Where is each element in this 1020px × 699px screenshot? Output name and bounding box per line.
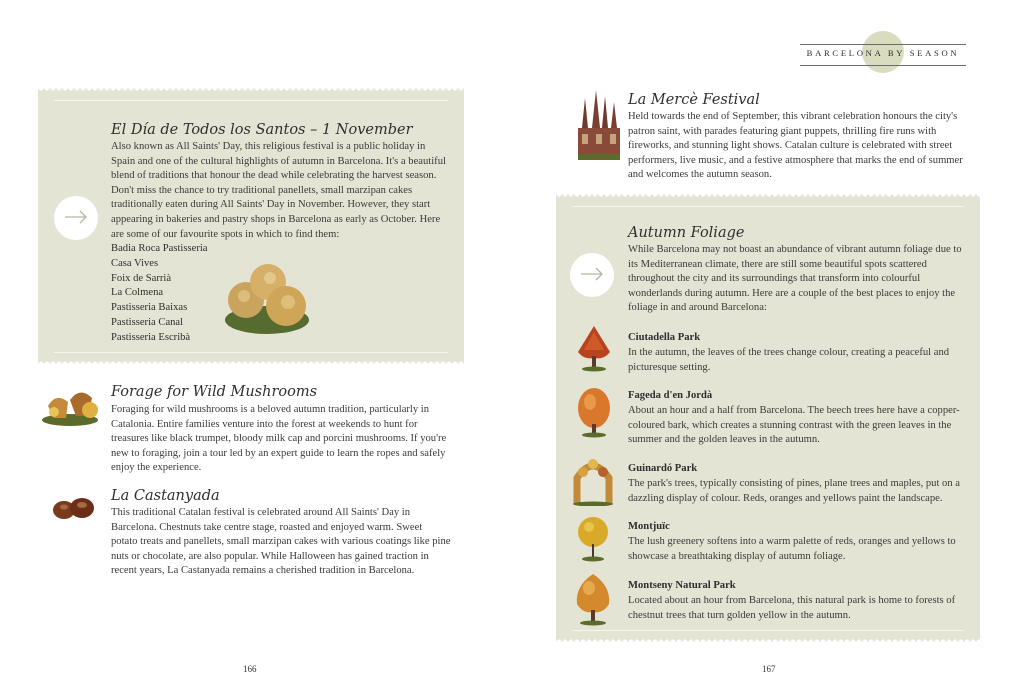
- santos-title: El Día de Todos los Santos – 1 November: [111, 122, 413, 138]
- orange-tree-icon: [574, 386, 614, 438]
- list-item: Casa Vives: [111, 257, 159, 269]
- header-rule-bottom: [800, 65, 966, 66]
- chestnuts-icon: [52, 496, 96, 522]
- place-name: Guinardó Park: [628, 463, 698, 474]
- castanyada-body: This traditional Catalan festival is celebrated around All Saints' Day in Barcelona. Chestnuts take centre stage, roasted and enjoyed warm. Sweet potato treats and panellets, small marzipan cakes with various coatings like pine nuts or chocolate, are also popular. While Halloween has gained traction in recent years, La Castanyada remains a cherished tradition in Barcelona.: [111, 507, 451, 577]
- place-name: Montjuïc: [628, 521, 670, 532]
- page-number-right: 167: [762, 664, 776, 674]
- list-item: Pastisseria Baixas: [111, 302, 188, 314]
- place-desc: The park's trees, typically consisting of pines, plane trees and maples, put on a dazzling display of colour. Reds, oranges and yellows paint the landscape.: [628, 478, 960, 504]
- arrow-right-icon[interactable]: [570, 253, 614, 297]
- merce-title: La Mercè Festival: [628, 92, 760, 108]
- merce-body: Held towards the end of September, this vibrant celebration honours the city's patron saint, with parades featuring giant puppets, thrilling fire runs with fireworks, and stunning light shows. Catalan culture is celebrated with street performers, live music, and a festive atmosphere that marks the end of summer and welcomes the autumn season.: [628, 111, 963, 181]
- mushrooms-title: Forage for Wild Mushrooms: [111, 384, 318, 400]
- cathedral-icon: [574, 88, 624, 162]
- page-number-left: 166: [243, 664, 257, 674]
- arrow-right-icon[interactable]: [54, 196, 98, 240]
- castanyada-title: La Castanyada: [111, 488, 220, 504]
- golden-tree-icon: [573, 572, 613, 626]
- running-head-label: BARCELONA BY SEASON: [806, 48, 960, 58]
- mushrooms-body: Foraging for wild mushrooms is a beloved autumn tradition, particularly in Catalonia. Entire families venture into the forest at weekends to hunt for treasures like black trumpet, bloody milk cap and porcini mushrooms. If you're new to foraging, join a tour led by an expert guide to learn the ropes and safely enjoy the experience.: [111, 404, 447, 474]
- list-item: Pastisseria Canal: [111, 316, 184, 328]
- panel-rule-bottom: [572, 630, 964, 631]
- panel-rule-bottom: [54, 352, 448, 353]
- place-desc: The lush greenery softens into a warm palette of reds, oranges and yellows to showcase a breathtaking display of autumn foliage.: [628, 536, 956, 562]
- foliage-title: Autumn Foliage: [628, 225, 745, 241]
- place-desc: In the autumn, the leaves of the trees change colour, creating a peaceful and picturesque setting.: [628, 347, 950, 373]
- panel-rule-top: [54, 100, 448, 101]
- place-desc: Located about an hour from Barcelona, this natural park is home to forests of chestnut trees that turn golden yellow in the autumn.: [628, 595, 956, 621]
- santos-body: Also known as All Saints' Day, this religious festival is a public holiday in Spain and one of the cultural highlights of autumn in Barcelona. It's a beautiful blend of traditions that honour the dead while celebrating the harvest season. Don't miss the chance to try traditional panellets, small marzipan cakes traditionally eaten during All Saints' Day in November. However, they start appearing in bakeries and pastry shops in Barcelona as early as October. Here are some of our favourite spots in which to find them:: [111, 141, 446, 240]
- running-head: [800, 44, 966, 66]
- foliage-body: While Barcelona may not boast an abundance of vibrant autumn foliage due to its Mediterranean climate, there are still some beautiful spots scattered throughout the city and its surroundings that transform into colourful wonderlands during autumn. Here are a couple of the best places to enjoy the foliage in and around Barcelona:: [628, 244, 962, 314]
- panellets-icon: [222, 262, 312, 336]
- mushrooms-icon: [40, 382, 102, 428]
- yellow-tree-icon: [575, 514, 611, 562]
- list-item: Badia Roca Pastisseria: [111, 243, 208, 254]
- tree-arch-icon: [571, 458, 615, 506]
- place-name: Montseny Natural Park: [628, 580, 736, 591]
- list-item: Pastisseria Escribà: [111, 331, 191, 343]
- list-item: La Colmena: [111, 287, 164, 299]
- red-tree-icon: [574, 324, 614, 372]
- place-desc: About an hour and a half from Barcelona. The beech trees here have a copper- coloured bark, which creates a stunning contrast with the green leaves in the summer and the golden leaves in the autumn.: [628, 405, 960, 446]
- place-name: Fageda d'en Jordà: [628, 390, 713, 401]
- list-item: Foix de Sarrià: [111, 272, 172, 284]
- header-rule-top: [800, 44, 966, 45]
- panel-rule-top: [572, 206, 964, 207]
- place-name: Ciutadella Park: [628, 332, 701, 343]
